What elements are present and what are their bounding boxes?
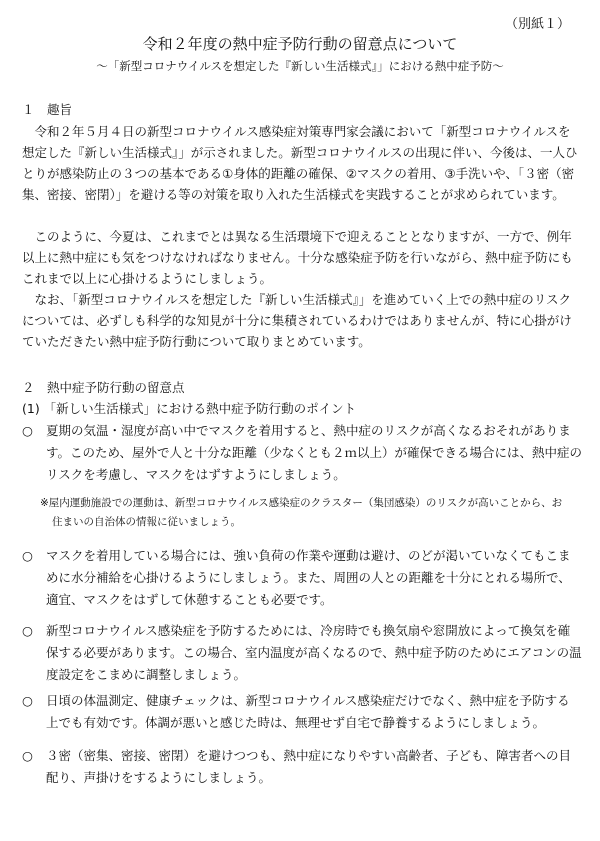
bullet-item-3 [22,620,582,686]
bullet-item-4 [22,690,582,734]
document-subtitle: ～「新型コロナウイルスを想定した『新しい生活様式』」における熱中症予防～ [96,59,504,73]
annex-label: （別紙１） [504,17,570,32]
section-1-paragraph-3: なお、「新型コロナウイルスを想定した『新しい生活様式』」を進めていく上での熱中症のリスクについては、必ずしも科学的な知見が十分に集積されているわけではありませんが、特に心掛がけていただきたい熱中症予防行動について取りまとめています。 [22,292,572,349]
circle-bullet-icon: ○ [22,423,33,438]
bullet-text: ３密（密集、密接、密閉）を避けつつも、熱中症になりやすい高齢者、子ども、障害者への目配り、声掛けをするようにしましょう。 [46,748,572,785]
bullet-text: 夏期の気温・湿度が高い中でマスクを着用すると、熱中症のリスクが高くなるおそれがあります。このため、屋外で人と十分な距離（少なくとも２ｍ以上）が確保できる場合には、熱中症のリスクを考慮し、マスクをはずすようにしましょう。 [46,423,583,482]
section-1-paragraph-1: 令和２年５月４日の新型コロナウイルス感染症対策専門家会議において「新型コロナウイルスを想定した『新しい生活様式』」が示されました。新型コロナウイルスの出現に伴い、今後は、一人ひとりが感染防止の３つの基本である①身体的距離の確保、②マスクの着用、③手洗いや、「３密（密集、密接、密閉）」を避ける等の対策を取り入れた生活様式を実践することが求められています。 [22,124,578,202]
bullet-text: 新型コロナウイルス感染症を予防するためには、冷房時でも換気扇や窓開放によって換気を確保する必要があります。この場合、室内温度が高くなるので、熱中症予防のためにエアコンの温度設定をこまめに調整しましょう。 [46,623,582,682]
bullet-text: マスクを着用している場合には、強い負荷の作業や運動は避け、のどが渇いていなくてもこまめに水分補給を心掛けるようにしましょう。また、周囲の人との距離を十分にとれる場所で、適宜、マスクをはずして休憩することも必要です。 [46,548,571,607]
note-text: ※屋内運動施設での運動は、新型コロナウイルス感染症のクラスター（集団感染）のリスクが高いことから、お住まいの自治体の情報に従いましょう。 [40,497,563,528]
circle-bullet-icon: ○ [22,623,33,638]
bullet-item-2 [22,545,582,611]
circle-bullet-icon: ○ [22,693,33,708]
section-1-heading: １ 趣旨 [22,102,73,117]
section-2-subheading: (1) 「新しい生活様式」における熱中症予防行動のポイント [22,401,357,416]
bullet-text: 日頃の体温測定、健康チェックは、新型コロナウイルス感染症だけでなく、熱中症を予防する上でも有効です。体調が悪いと感じた時は、無理せず自宅で静養するようにしましょう。 [46,693,570,730]
bullet-item-5 [22,745,582,789]
section-1-paragraph-2: このように、今夏は、これまでとは異なる生活環境下で迎えることとなりますが、一方で、例年以上に熱中症にも気をつけなければなりません。十分な感染症予防を行いながら、熱中症予防にもこれまで以上に心掛けるようにしましょう。 [22,229,573,286]
circle-bullet-icon: ○ [22,548,33,563]
document-title: 令和２年度の熱中症予防行動の留意点について [142,35,458,53]
circle-bullet-icon: ○ [22,748,33,763]
section-2-heading: ２ 熱中症予防行動の留意点 [22,380,185,395]
bullet-item-1 [22,420,582,486]
